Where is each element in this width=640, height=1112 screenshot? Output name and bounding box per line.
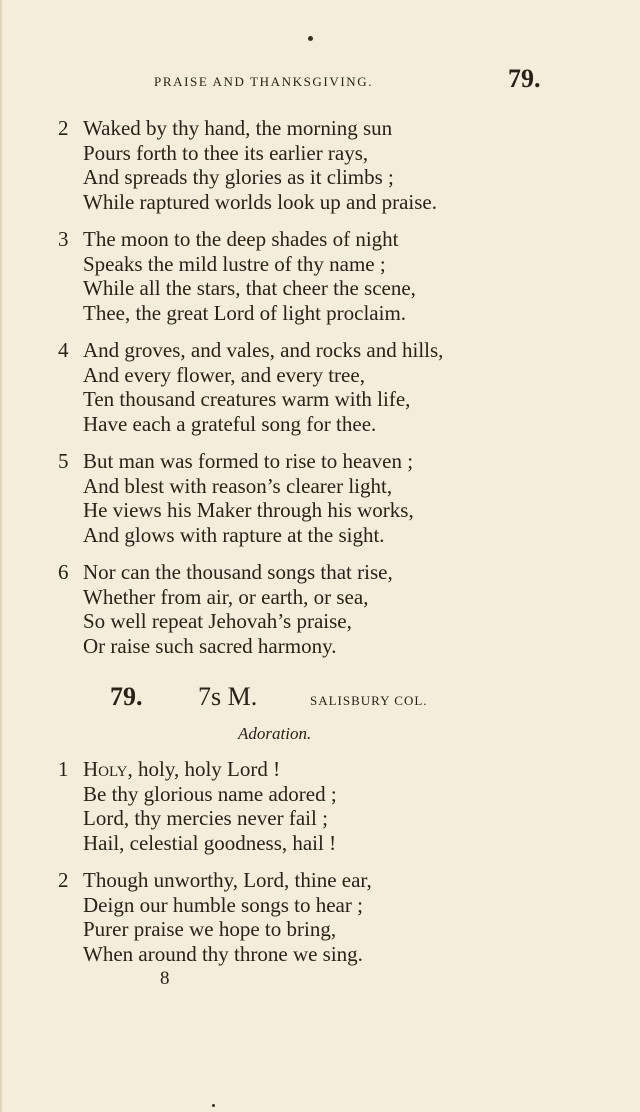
stanza-number: 2 (58, 116, 69, 140)
stanza-lines (83, 757, 337, 855)
stanza-number: 1 (58, 757, 69, 781)
verse-line: While raptured worlds look up and praise. (83, 189, 437, 214)
verse-line: The moon to the deep shades of night (83, 227, 399, 251)
page-edge-shadow (0, 0, 3, 1112)
verse-line (83, 757, 337, 782)
stanza-number: 6 (58, 560, 69, 584)
stanza-lines (83, 227, 416, 325)
page-number: 79. (508, 64, 541, 93)
verse-line: Nor can the thousand songs that rise, (83, 560, 393, 584)
hymn-meter: 7s M. (198, 682, 258, 711)
hymn-heading (110, 682, 510, 716)
verse-line-rest: holy, holy Lord ! (132, 757, 281, 781)
verse-line: Deign our humble songs to hear ; (83, 892, 363, 917)
verse-line: Or raise such sacred harmony. (83, 633, 337, 658)
verse-line: Whether from air, or earth, or sea, (83, 584, 369, 609)
verse-line: And blest with reason’s clearer light, (83, 473, 393, 498)
verse-line: He views his Maker through his works, (83, 498, 414, 522)
stanza-number: 3 (58, 227, 69, 251)
hymn-number: 79. (110, 682, 143, 711)
verse-line: And glows with rapture at the sight. (83, 522, 385, 547)
verse-line: And every flower, and every tree, (83, 362, 365, 387)
verse-line: Be thy glorious name adored ; (83, 781, 337, 806)
ink-speck (308, 36, 313, 41)
stanza-lines (83, 449, 414, 547)
stanza-lines (83, 116, 437, 214)
stanza-number: 4 (58, 338, 69, 362)
hymn-tune-name: SALISBURY COL. (310, 693, 428, 708)
verse-line: Hail, celestial goodness, hail ! (83, 830, 337, 855)
running-header: PRAISE AND THANKSGIVING. (154, 74, 374, 89)
verse-line: Thee, the great Lord of light proclaim. (83, 300, 407, 325)
stanza-lines (83, 868, 372, 966)
verse-line: Waked by thy hand, the morning sun (83, 116, 393, 140)
verse-line: Purer praise we hope to bring, (83, 917, 337, 941)
verse-line: But man was formed to rise to heaven ; (83, 449, 414, 473)
hymn-subtitle: Adoration. (238, 724, 312, 743)
verse-line: Speaks the mild lustre of thy name ; (83, 251, 386, 276)
opening-word: Holy, (83, 757, 133, 781)
verse-line: While all the stars, that cheer the scene, (83, 276, 416, 300)
printer-signature-mark: 8 (160, 968, 170, 989)
verse-line: So well repeat Jehovah’s praise, (83, 609, 352, 633)
verse-line: Pours forth to thee its earlier rays, (83, 140, 369, 165)
stanza-number: 2 (58, 868, 69, 892)
verse-line: And groves, and vales, and rocks and hills, (83, 338, 444, 362)
verse-line: Though unworthy, Lord, thine ear, (83, 868, 372, 892)
verse-line: Lord, thy mercies never fail ; (83, 806, 328, 830)
verse-line: Have each a grateful song for thee. (83, 411, 377, 436)
verse-line: When around thy throne we sing. (83, 941, 363, 966)
stanza-lines (83, 560, 393, 658)
verse-line: Ten thousand creatures warm with life, (83, 387, 411, 411)
stanza-number: 5 (58, 449, 69, 473)
verse-line: And spreads thy glories as it climbs ; (83, 165, 394, 189)
stanza-lines (83, 338, 443, 436)
ink-speck (212, 1104, 215, 1107)
